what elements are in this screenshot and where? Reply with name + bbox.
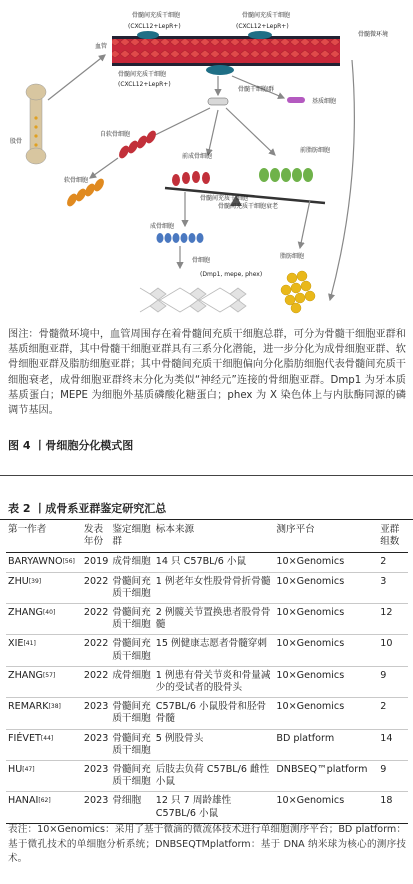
cell-source: 2 例髋关节置换患者股骨骨髓 xyxy=(155,607,271,631)
label-msc-aging-title: 骨髓间充质干细胞 xyxy=(200,195,249,202)
table-row xyxy=(6,792,408,823)
research-summary-table xyxy=(6,521,408,824)
msc-cell-perivascular xyxy=(206,65,234,75)
label-pre-osteo: 前成骨细胞 xyxy=(182,153,213,160)
table-title: 表 2 丨成骨系亚群鉴定研究汇总 xyxy=(8,502,167,515)
table-top-rule xyxy=(0,519,413,520)
cell-count: 2 xyxy=(380,701,387,713)
cell-count: 2 xyxy=(380,556,387,568)
cell-year: 2023 xyxy=(83,701,109,713)
cell-source: 1 例老年女性股骨骨折骨髓 xyxy=(155,575,271,587)
cell-author: ZHANG[40] xyxy=(8,607,56,619)
label-microenvironment: 骨髓微环境 xyxy=(358,31,389,38)
label-self-osteo: 自软骨细胞 xyxy=(100,131,131,138)
table-header-row xyxy=(6,521,408,553)
cell-cell: 骨髓间充质干细胞 xyxy=(112,607,151,631)
label-osteocyte: 骨细胞 xyxy=(192,257,211,264)
table-row xyxy=(6,572,408,603)
fat-cell-cluster xyxy=(281,271,315,313)
label-stem-subgroup: 骨髓干细胞群 xyxy=(238,86,275,93)
table-row xyxy=(6,553,408,572)
cell-platform: BD platform xyxy=(276,732,335,744)
label-femur: 股骨 xyxy=(10,138,23,145)
cell-author: HU[47] xyxy=(8,764,35,776)
figure-4-diagram xyxy=(0,0,413,325)
label-cxcl-right-sub: (CXCL12+LepR+) xyxy=(236,23,289,30)
section-divider xyxy=(0,475,413,476)
table-row xyxy=(6,604,408,635)
cell-cell: 骨髓间充质干细胞 xyxy=(112,764,151,788)
msc-cell-right xyxy=(248,31,272,39)
cell-author: XIE[41] xyxy=(8,638,36,650)
pre-osteo-cells xyxy=(172,171,210,186)
cell-count: 10 xyxy=(380,638,393,650)
blood-vessel xyxy=(112,36,340,66)
osteocyte-network xyxy=(140,288,246,312)
femur-icon xyxy=(26,84,46,164)
cell-author: ZHANG[57] xyxy=(8,669,56,681)
cell-source: 15 例健康志愿者骨髓穿刺 xyxy=(155,638,267,650)
cell-source: 12 只 7 周龄雄性 C57BL/6 小鼠 xyxy=(155,795,232,819)
cell-year: 2019 xyxy=(83,556,109,568)
cell-count: 14 xyxy=(380,732,393,744)
cell-source: 1 例患有骨关节炎和骨量减少的受试者的股骨头 xyxy=(155,669,271,694)
label-adipocyte-pre: 前脂肪细胞 xyxy=(300,147,331,154)
cell-year: 2023 xyxy=(83,764,109,776)
col-year: 发表年份 xyxy=(83,524,104,548)
msc-cell-left xyxy=(137,31,159,39)
cell-author: ZHU[39] xyxy=(8,575,42,587)
cell-count: 18 xyxy=(380,795,393,807)
stromal-cell xyxy=(287,97,305,103)
label-cxcl-left: 骨髓间充质干细胞 xyxy=(132,12,181,19)
label-pv-msc: 骨髓间充质干细胞 xyxy=(118,71,167,78)
col-cell: 鉴定细胞群 xyxy=(112,524,151,548)
cell-count: 3 xyxy=(380,575,387,587)
label-cartilage: 软骨细胞 xyxy=(64,177,89,184)
figure-caption: 图注：骨髓微环境中，血管周围存在着骨髓间充质干细胞总群，可分为骨髓干细胞亚群和基质细胞亚群，其中骨髓干细胞亚群具有三系分化潜能，进一步分化为成骨细胞亚群、软骨细胞亚群及脂肪细胞亚群；其中骨髓间充质干细胞偏向分化脂肪细胞代表骨髓间充质干细胞衰老，成骨细胞亚群终末分化为类似“神经元”连接的骨细胞亚群。Dmp1 为牙本质基质蛋白；MEPE 为细胞外基质磷酸化糖蛋白；phex 为 X 染色体上与内肽酶同源的磷调节基因。 xyxy=(8,329,406,417)
adipocyte-pre-cells xyxy=(259,168,313,182)
label-cxcl-right: 骨髓间充质干细胞 xyxy=(242,12,291,19)
cell-cell: 骨髓间充质干细胞 xyxy=(112,575,151,599)
cell-source: 后肢去负荷 C57BL/6 雌性小鼠 xyxy=(155,764,270,788)
cell-platform: 10×Genomics xyxy=(276,575,345,587)
cell-count: 9 xyxy=(380,669,387,681)
cell-platform: 10×Genomics xyxy=(276,607,345,619)
cell-platform: DNBSEQ™platform xyxy=(276,764,368,776)
cell-platform: 10×Genomics xyxy=(276,638,345,650)
col-source: 标本来源 xyxy=(155,524,195,535)
cell-count: 12 xyxy=(380,607,393,619)
stem-cell xyxy=(208,98,228,105)
cell-platform: 10×Genomics xyxy=(276,669,345,681)
label-pv-msc-sub: (CXCL12+LepR+) xyxy=(118,81,171,88)
cell-cell: 骨髓间充质干细胞 xyxy=(112,638,151,662)
table-row xyxy=(6,666,408,697)
table-note: 表注：10×Genomics：采用了基于微滴的微流体技术进行单细胞测序平台；BD platform：基于微孔技术的单细胞分析系统；DNBSEQTMplatform：基于 DNA 纳米球为核心的测序技术。 xyxy=(8,824,406,865)
label-cxcl-left-sub: (CXCL12+LepR+) xyxy=(128,23,181,30)
cell-author: REMARK[38] xyxy=(8,701,61,713)
cell-year: 2022 xyxy=(83,575,109,587)
col-platform: 测序平台 xyxy=(276,524,315,535)
label-osteoblast: 成骨细胞 xyxy=(150,223,175,230)
cell-platform: 10×Genomics xyxy=(276,701,345,713)
table-row xyxy=(6,698,408,729)
cell-cell: 成骨细胞 xyxy=(112,556,151,568)
cell-cell: 骨细胞 xyxy=(112,795,142,807)
cell-author: FIÉVET[44] xyxy=(8,732,54,744)
col-count: 亚群组数 xyxy=(380,524,400,548)
table-row xyxy=(6,635,408,666)
table-row xyxy=(6,761,408,792)
label-msc-aging: 骨髓间充质干细胞衰老 xyxy=(218,203,279,210)
cell-author: HANAI[62] xyxy=(8,795,51,807)
label-blood-vessel: 血管 xyxy=(95,43,108,50)
cell-platform: 10×Genomics xyxy=(276,556,345,568)
cell-source: 5 例股骨头 xyxy=(155,732,204,744)
cell-cell: 骨髓间充质干细胞 xyxy=(112,701,151,725)
cell-author: BARYAWNO[56] xyxy=(8,556,75,568)
cell-cell: 成骨细胞 xyxy=(112,669,151,681)
col-author: 第一作者 xyxy=(8,524,47,535)
label-stromal: 基质细胞 xyxy=(312,98,337,105)
cell-year: 2022 xyxy=(83,607,109,619)
cell-year: 2022 xyxy=(83,669,109,681)
cell-platform: 10×Genomics xyxy=(276,795,345,807)
label-markers: (Dmp1, mepe, phex) xyxy=(200,271,263,278)
osteoblast-cells xyxy=(157,233,204,243)
cell-source: 14 只 C57BL/6 小鼠 xyxy=(155,556,247,568)
cell-cell: 骨髓间充质干细胞 xyxy=(112,732,151,756)
table-row xyxy=(6,729,408,760)
cell-year: 2023 xyxy=(83,795,109,807)
cell-year: 2022 xyxy=(83,638,109,650)
cell-count: 9 xyxy=(380,764,387,776)
label-fat-cell: 脂肪细胞 xyxy=(280,253,305,260)
figure-title: 图 4 丨骨细胞分化模式图 xyxy=(8,439,134,452)
cell-source: C57BL/6 小鼠股骨和胫骨骨髓 xyxy=(155,701,267,725)
cell-year: 2023 xyxy=(83,732,109,744)
